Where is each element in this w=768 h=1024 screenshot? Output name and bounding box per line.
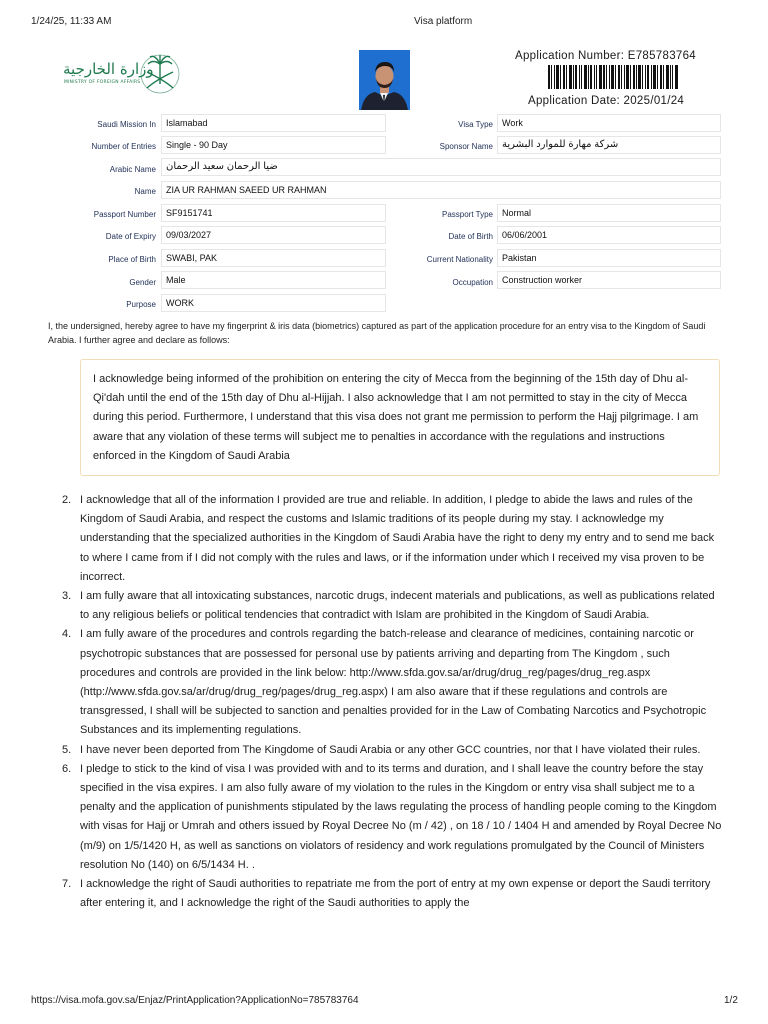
value-purpose: WORK bbox=[161, 294, 386, 312]
value-date-of-birth: 06/06/2001 bbox=[497, 226, 721, 244]
print-page-number: 1/2 bbox=[724, 995, 738, 1006]
label-occupation: Occupation bbox=[452, 278, 493, 287]
value-place-of-birth: SWABI, PAK bbox=[161, 249, 386, 267]
saudi-emblem-icon bbox=[60, 50, 185, 95]
label-visa-type: Visa Type bbox=[458, 120, 493, 129]
label-name: Name bbox=[134, 187, 156, 196]
logo-english-text: MINISTRY OF FOREIGN AFFAIRS bbox=[64, 80, 141, 85]
application-number: Application Number: E785783764 bbox=[515, 50, 696, 62]
acknowledgement-text: I acknowledge being informed of the prohibition on entering the city of Mecca from the beginning of the 15th day of Dhu al-Qi'dah until the end of the 15th day of Dhu al-Hijjah. I also acknowledge that I am not permitted to stay in the city of Mecca during this period. Furthermore, I understand that this visa does not grant me permission to perform the Hajj pilgrimage. I am aware that any violation of these terms will subject me to penalties in accordance with the regulations and instructions enforced in the Kingdom of Saudi Arabia bbox=[93, 373, 699, 462]
barcode-icon bbox=[548, 65, 678, 89]
print-url: https://visa.mofa.gov.sa/Enjaz/PrintApplication?ApplicationNo=785783764 bbox=[31, 995, 359, 1006]
list-item bbox=[62, 587, 722, 625]
label-passport-type: Passport Type bbox=[442, 210, 493, 219]
list-item-text: I am fully aware that all intoxicating substances, narcotic drugs, indecent materials and publications, as well as publications related to any religious beliefs or political tendencies that contradict with Islam are prohibited in the Kingdom of Saudi Arabia. bbox=[80, 590, 715, 622]
declaration-intro: I, the undersigned, hereby agree to have my fingerprint & iris data (biometrics) captured as part of the application procedure for an entry visa to the Kingdom of Saudi Arabia. I further agree and declare as follows: bbox=[48, 321, 706, 345]
label-saudi-mission: Saudi Mission In bbox=[97, 120, 156, 129]
value-passport-type: Normal bbox=[497, 204, 721, 222]
value-date-of-expiry: 09/03/2027 bbox=[161, 226, 386, 244]
list-item-number: 2. bbox=[62, 494, 72, 506]
list-item-number: 6. bbox=[62, 762, 72, 775]
label-date-of-birth: Date of Birth bbox=[448, 232, 493, 241]
declaration-list bbox=[62, 491, 722, 913]
acknowledgement-box bbox=[80, 359, 720, 476]
label-sponsor-name: Sponsor Name bbox=[439, 142, 493, 151]
label-place-of-birth: Place of Birth bbox=[108, 255, 156, 264]
label-current-nationality: Current Nationality bbox=[426, 255, 493, 264]
list-item-text: I pledge to stick to the kind of visa I was provided with and to its terms and duration, and I shall leave the country before the stay specified in the visa expires. I am also fully aware of my violation to the rules in the Kingdom or entry visa shall subject me to a penalty and the application of punishments stipulated by the laws regulating the process of handling people coming to the Kingdom with visas for Hajj or Umrah and others issued by Royal Decree No (m / 42) , on 18 / 10 / 1404 H and amended by Royal Decree No (m/9) on 1/5/1420 H, as well as sanctions on violators of residency and work regulations promulgated by the Council of Ministers resolution No (140) on 6/5/1434 H. . bbox=[80, 762, 722, 871]
value-arabic-name: ضيا الرحمان سعيد الرحمان bbox=[161, 158, 721, 176]
label-gender: Gender bbox=[129, 278, 156, 287]
value-visa-type: Work bbox=[497, 114, 721, 132]
value-name: ZIA UR RAHMAN SAEED UR RAHMAN bbox=[161, 181, 721, 199]
label-purpose: Purpose bbox=[126, 300, 156, 309]
value-saudi-mission: Islamabad bbox=[161, 114, 386, 132]
list-item bbox=[62, 760, 722, 875]
value-current-nationality: Pakistan bbox=[497, 249, 721, 267]
label-date-of-expiry: Date of Expiry bbox=[105, 232, 156, 241]
value-gender: Male bbox=[161, 271, 386, 289]
list-item-text: I have never been deported from The Kingdome of Saudi Arabia or any other GCC countries, nor that I have violated their rules. bbox=[80, 743, 701, 756]
applicant-photo bbox=[359, 50, 410, 110]
value-passport-number: SF9151741 bbox=[161, 204, 386, 222]
print-page-title: Visa platform bbox=[414, 16, 473, 27]
label-arabic-name: Arabic Name bbox=[109, 165, 156, 174]
list-item-number: 4. bbox=[62, 628, 72, 641]
list-item-number: 3. bbox=[62, 590, 72, 603]
list-item-number: 7. bbox=[62, 878, 72, 891]
list-item bbox=[62, 875, 722, 913]
list-item-number: 5. bbox=[62, 743, 72, 756]
value-occupation: Construction worker bbox=[497, 271, 721, 289]
list-item bbox=[62, 491, 722, 587]
label-number-of-entries: Number of Entries bbox=[91, 142, 156, 151]
value-sponsor-name: شركة مهارة للموارد البشرية bbox=[497, 136, 721, 154]
list-item-text: I acknowledge that all of the information I provided are true and reliable. In addition, I pledge to abide the laws and rules of the Kingdom of Saudi Arabia, and respect the customs and Islamic traditions of its people during my stay. I acknowledge my understanding that the specialized authorities in the Kingdom of Saudi Arabia have the right to deny my entry and to send me back to where I came from if I did not comply with the rules and laws, or if the information under which I received my visa proven to be incorrect. bbox=[80, 494, 715, 583]
label-passport-number: Passport Number bbox=[93, 210, 156, 219]
list-item bbox=[62, 625, 722, 740]
application-info bbox=[515, 50, 705, 107]
print-datetime: 1/24/25, 11:33 AM bbox=[31, 16, 112, 27]
application-date: Application Date: 2025/01/24 bbox=[528, 95, 685, 107]
list-item bbox=[62, 741, 722, 760]
ministry-logo bbox=[60, 50, 185, 95]
list-item-text: I acknowledge the right of Saudi authorities to repatriate me from the port of entry at my own expense or deport the Saudi territory after entering it, and I acknowledge the right of the Saudi authorities to apply the bbox=[80, 878, 711, 910]
list-item-text: I am fully aware of the procedures and controls regarding the batch-release and clearance of medicines, containing narcotic or psychotropic substances that are possessed for personal use by patients arriving and departing from The Kingdom , such procedures and controls are provided in the link below: http://www.sfda.gov.sa/ar/drug/drug_reg/pages/drug_reg.aspx (http://www.sfda.gov.sa/ar/drug/drug_reg/pages/drug_reg.aspx) I am also aware that if these regulations and controls are transgressed, I shall will be subjected to sanction and penalties provided for in the Law of Combating Narcotics and Psychotropic Substances and its implementing regulations. bbox=[80, 628, 707, 737]
value-number-of-entries: Single - 90 Day bbox=[161, 136, 386, 154]
logo-arabic-text: وزارة الخارجية bbox=[63, 60, 154, 78]
